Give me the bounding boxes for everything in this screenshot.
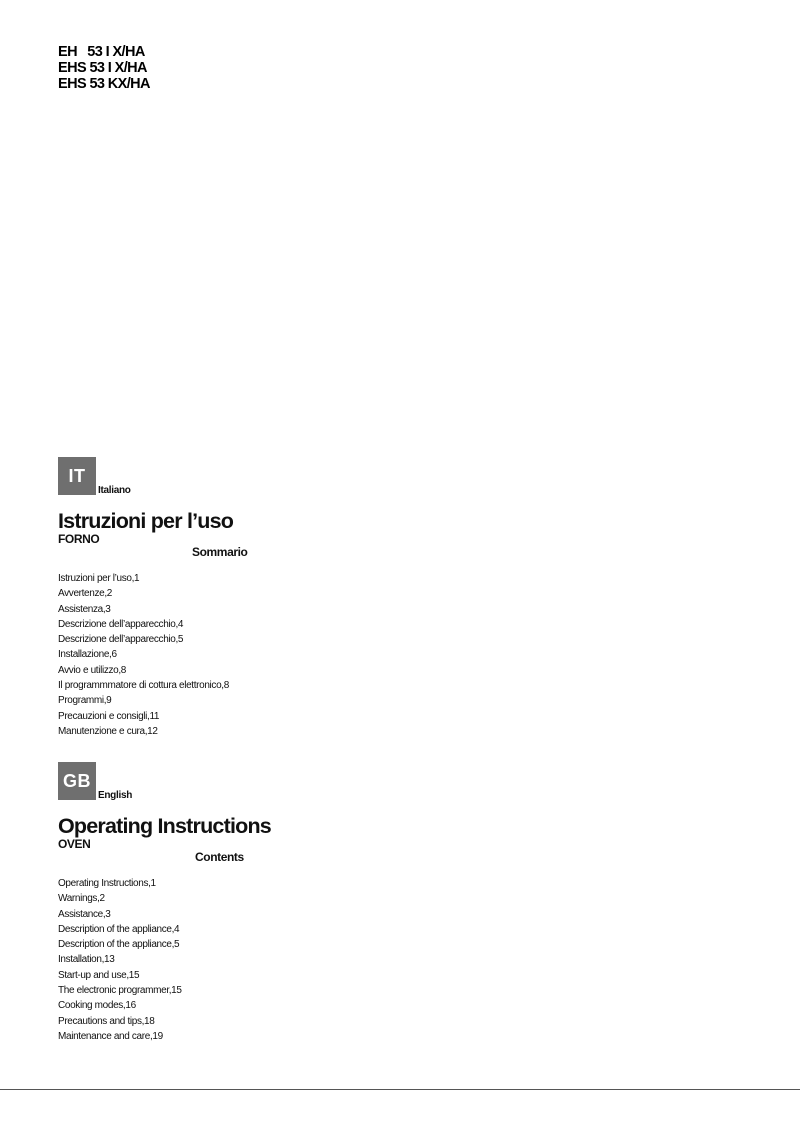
toc-item: Description of the appliance,4 [58,923,180,935]
model-number: EHS 53 KX/HA [58,76,150,92]
toc-item: Warnings,2 [58,893,105,905]
language-name: Italiano [98,485,131,496]
document-title: Istruzioni per l’uso [58,509,234,533]
toc-heading: Sommario [192,545,248,559]
toc-item: Installation,13 [58,954,115,966]
appliance-type: OVEN [58,837,91,851]
toc-item: Avvio e utilizzo,8 [58,664,126,676]
toc-item: Il programmmatore di cottura elettronico,8 [58,680,229,692]
toc-item: Description of the appliance,5 [58,939,180,951]
language-badge-it: IT [58,457,96,495]
toc-item: The electronic programmer,15 [58,985,182,997]
language-badge-gb: GB [58,762,96,800]
document-title: Operating Instructions [58,814,271,838]
language-header [58,762,271,800]
toc-item: Start-up and use,15 [58,969,140,981]
toc-item: Cooking modes,16 [58,1000,136,1012]
toc-item: Precautions and tips,18 [58,1015,155,1027]
language-name: English [98,790,133,801]
toc-item: Manutenzione e cura,12 [58,725,158,737]
toc-heading: Contents [195,850,244,864]
toc-item: Avvertenze,2 [58,588,112,600]
model-number: EH 53 I X/HA [58,44,145,60]
toc-item: Operating Instructions,1 [58,878,156,889]
table-of-contents [58,876,271,1044]
bottom-divider [0,1089,800,1090]
section-english [58,762,271,1044]
table-of-contents [58,571,247,739]
section-italian [58,457,247,739]
model-list [58,44,150,92]
toc-item: Descrizione dell’apparecchio,5 [58,634,184,646]
appliance-type: FORNO [58,532,100,546]
toc-item: Assistance,3 [58,908,111,920]
toc-item: Precauzioni e consigli,11 [58,710,160,722]
toc-item: Assistenza,3 [58,603,111,615]
toc-item: Installazione,6 [58,649,117,661]
toc-item: Programmi,9 [58,695,112,707]
toc-item: Descrizione dell’apparecchio,4 [58,618,184,630]
language-header [58,457,247,495]
toc-item: Istruzioni per l’uso,1 [58,573,140,584]
toc-item: Maintenance and care,19 [58,1030,163,1042]
model-number: EHS 53 I X/HA [58,60,147,76]
